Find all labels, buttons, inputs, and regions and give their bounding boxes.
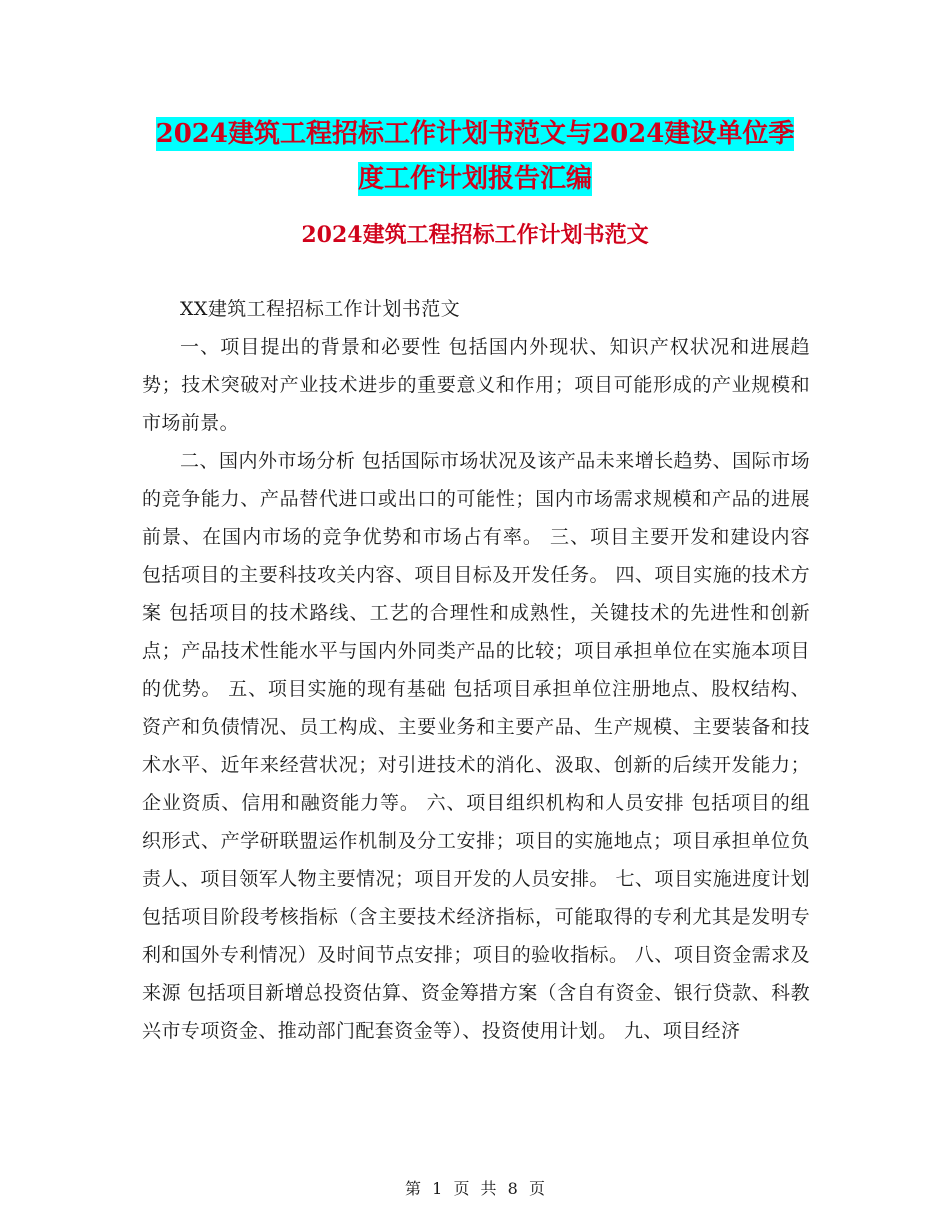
footer-total-pages: 8	[507, 1179, 518, 1198]
document-title-line-2: 度工作计划报告汇编	[357, 164, 592, 194]
paragraph-heading: XX建筑工程招标工作计划书范文	[180, 298, 461, 320]
footer-total-prefix: 共	[480, 1179, 497, 1198]
paragraph: 二、国内外市场分析 包括国际市场状况及该产品未来增长趋势、国际市场的竞争能力、产品替代进口或出口的可能性；国内市场需求规模和产品的进展前景、在国内市场的竞争优势和市场占有率。 三、项目主要开发和建设内容 包括项目的主要科技攻关内容、项目目标及开发任务。 四、项目实施的技术方案 包括项目的技术路线、工艺的合理性和成熟性，关键技术的先进性和创新点；产品技术性能水平与国内外同类产品的比较；项目承担单位在实施本项目的优势。 五、项目实施的现有基础 包括项目承担单位注册地点、股权结构、资产和负债情况、员工构成、主要业务和主要产品、生产规模、主要装备和技术水平、近年来经营状况；对引进技术的消化、汲取、创新的后续开发能力；企业资质、信用和融资能力等。 六、项目组织机构和人员安排 包括项目的组织形式、产学研联盟运作机制及分工安排；项目的实施地点；项目承担单位负责人、项目领军人物主要情况；项目开发的人员安排。 七、项目实施进度计划 包括项目阶段考核指标（含主要技术经济指标，可能取得的专利尤其是发明专利和国外专利情况）及时间节点安排；项目的验收指标。 八、项目资金需求及来源 包括项目新增总投资估算、资金筹措方案（含自有资金、银行贷款、科教兴市专项资金、推动部门配套资金等）、投资使用计划。 九、项目经济	[142, 450, 810, 1042]
paragraph: 一、项目提出的背景和必要性 包括国内外现状、知识产权状况和进展趋势；技术突破对产业技术进步的重要意义和作用；项目可能形成的产业规模和市场前景。	[142, 336, 810, 434]
footer-prefix: 第	[405, 1179, 422, 1198]
footer-page-number: 1	[432, 1179, 443, 1198]
section-title: 2024建筑工程招标工作计划书范文	[301, 222, 649, 248]
footer-page-word: 页	[453, 1179, 470, 1198]
page-footer	[0, 1176, 950, 1199]
document-body	[142, 290, 810, 1050]
footer-suffix: 页	[528, 1179, 545, 1198]
document-title-line-1: 2024建筑工程招标工作计划书范文与2024建设单位季	[155, 119, 795, 149]
document-title	[140, 112, 810, 202]
